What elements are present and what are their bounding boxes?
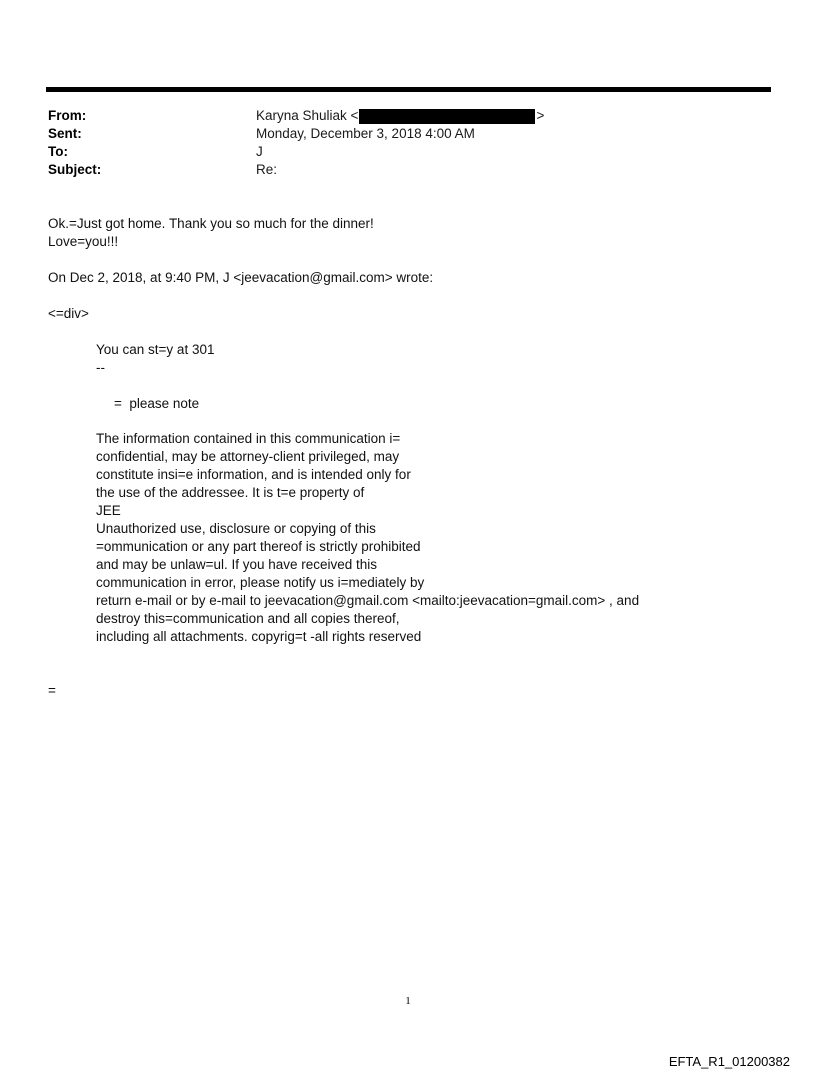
disclaimer-line: confidential, may be attorney-client privileged, may <box>96 449 400 464</box>
redaction-block <box>359 109 535 124</box>
disclaimer-line: Unauthorized use, disclosure or copying of this <box>96 521 376 536</box>
disclaimer-line: the use of the addressee. It is t=e property of <box>96 485 365 500</box>
disclaimer-line: return e-mail or by e-mail to jeevacation@gmail.com <mailto:jeevacation=gmail.com> , and <box>96 593 640 608</box>
trailing-equals: = <box>48 683 56 698</box>
from-close: > <box>536 108 545 123</box>
disclaimer-line: JEE <box>96 503 121 518</box>
signature-separator: -- <box>96 360 105 375</box>
disclaimer-line: constitute insi=e information, and is intended only for <box>96 467 411 482</box>
stay-line: You can st=y at 301 <box>96 342 215 357</box>
div-tag-text: <=div> <box>48 306 89 321</box>
document-id: EFTA_R1_01200382 <box>668 1054 790 1069</box>
sent-row <box>48 125 544 143</box>
disclaimer-line: destroy this=communication and all copies thereof, <box>96 611 400 626</box>
disclaimer-line: The information contained in this communication i= <box>96 431 401 446</box>
please-note: = please note <box>114 396 200 411</box>
subject-label: Subject: <box>48 162 102 177</box>
disclaimer-line: =ommunication or any part thereof is strictly prohibited <box>96 539 421 554</box>
disclaimer-line: communication in error, please notify us i=mediately by <box>96 575 425 590</box>
from-label: From: <box>48 108 87 123</box>
from-value <box>256 107 544 125</box>
message-line-1: Ok.=Just got home. Thank you so much for the dinner! <box>48 216 374 231</box>
disclaimer-line: including all attachments. copyrig=t -all rights reserved <box>96 629 422 644</box>
quote-intro: On Dec 2, 2018, at 9:40 PM, J <jeevacation@gmail.com> wrote: <box>48 270 434 285</box>
to-row <box>48 143 544 161</box>
disclaimer-line: and may be unlaw=ul. If you have received this <box>96 557 378 572</box>
sent-value: Monday, December 3, 2018 4:00 AM <box>256 126 475 141</box>
disclaimer-block <box>96 430 639 646</box>
email-header <box>48 107 544 179</box>
header-rule <box>46 87 771 92</box>
from-name: Karyna Shuliak < <box>256 108 359 123</box>
page-number: 1 <box>405 995 411 1007</box>
subject-row <box>48 161 544 179</box>
message-line-2: Love=you!!! <box>48 234 119 249</box>
subject-value: Re: <box>256 162 278 177</box>
to-value: J <box>256 144 263 159</box>
to-label: To: <box>48 144 68 159</box>
sent-label: Sent: <box>48 126 82 141</box>
from-row <box>48 107 544 125</box>
